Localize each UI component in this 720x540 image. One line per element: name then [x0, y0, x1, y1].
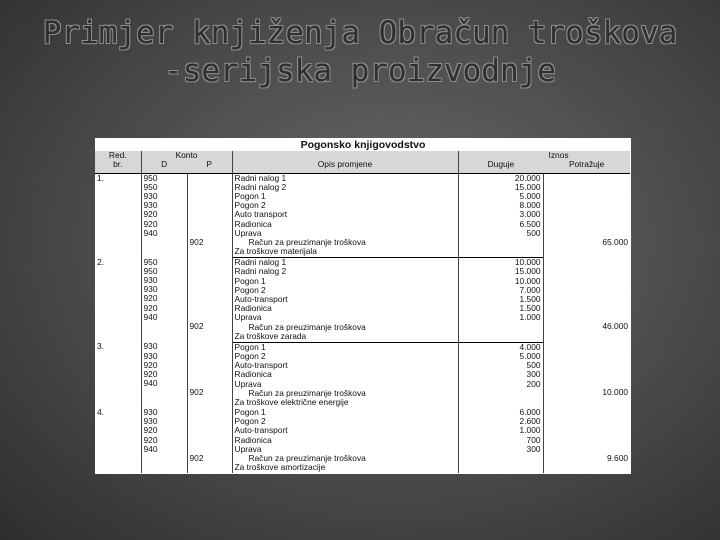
entry-konto-p: 902: [187, 342, 232, 408]
header-konto: [141, 151, 232, 173]
entry-number: 1.: [97, 173, 104, 183]
entry-potrazuje: 10.000: [543, 342, 630, 408]
ledger-image: [95, 138, 631, 474]
entry-duguje: 20.000 15.000 5.000 8.000 3.000 6.500 500: [458, 173, 543, 258]
header-red-br: [95, 151, 141, 173]
entry-konto-d: 950 950 930 930 920 920 940: [141, 258, 187, 343]
header-potrazuje: Potražuje: [568, 159, 605, 170]
ledger-entry: [95, 173, 630, 258]
ledger-entry: [95, 408, 630, 473]
entry-konto-d: 930 930 920 920 940: [141, 408, 187, 473]
header-iznos: [458, 151, 630, 173]
header-duguje: Duguje: [487, 159, 515, 170]
header-konto-label: Konto: [175, 150, 198, 160]
header-red-br-line1: Red.: [108, 150, 127, 160]
ledger-title: Pogonsko knjigovodstvo: [300, 139, 426, 151]
entry-description: Pogon 1 Pogon 2 Auto-transport Radionica Uprava Račun za preuzimanje troškova Za troškove električne energije: [232, 342, 458, 408]
entry-konto-d: 930 930 920 920 940: [141, 342, 187, 408]
entry-potrazuje: 65.000: [543, 173, 630, 258]
entry-number: 2.: [97, 257, 104, 267]
ledger-entry: [95, 258, 630, 343]
header-opis: [232, 151, 458, 173]
entry-potrazuje: 9.600: [543, 408, 630, 473]
header-opis-label: Opis promjene: [317, 159, 373, 170]
entry-konto-p: 902: [187, 258, 232, 343]
entry-duguje: 4.000 5.000 500 300 200: [458, 342, 543, 408]
header-iznos-label: Iznos: [548, 150, 569, 160]
entry-konto-d: 950 950 930 930 920 920 940: [141, 173, 187, 258]
entry-number: 4.: [97, 407, 104, 417]
entry-description: Radni nalog 1 Radni nalog 2 Pogon 1 Pogon 2 Auto-transport Radionica Uprava Račun za preuzimanje troškova Za troškove zarada: [232, 258, 458, 343]
header-konto-d: D: [161, 159, 168, 170]
ledger-table: [95, 151, 630, 473]
slide-title: [0, 14, 720, 90]
ledger-entry: [95, 342, 630, 408]
entry-konto-p: 902: [187, 173, 232, 258]
entry-description: Radni nalog 1 Radni nalog 2 Pogon 1 Pogon 2 Auto transport Radionica Uprava Račun za preuzimanje troškova Za troškove materijala: [232, 173, 458, 258]
slide-title-line-2: -serijska proizvodnje: [164, 53, 556, 89]
entry-duguje: 10.000 15.000 10.000 7.000 1.500 1.500 1.000: [458, 258, 543, 343]
header-red-br-line2: br.: [113, 159, 123, 170]
entry-konto-p: 902: [187, 408, 232, 473]
entry-potrazuje: 46.000: [543, 258, 630, 343]
entry-description: Pogon 1 Pogon 2 Auto-transport Radionica Uprava Račun za preuzimanje troškova Za troškove amortizacije: [232, 408, 458, 473]
slide-title-line-1: Primjer knjiženja Obračun troškova: [42, 15, 678, 51]
entry-duguje: 6.000 2.600 1.000 700 300: [458, 408, 543, 473]
entry-number: 3.: [97, 342, 104, 352]
header-konto-p: P: [206, 159, 212, 170]
